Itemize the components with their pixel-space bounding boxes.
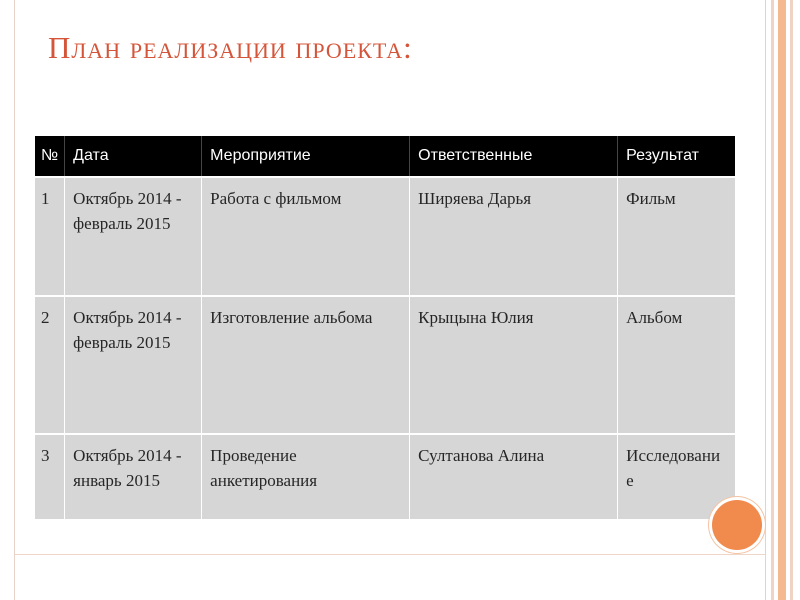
- cell-responsible: Крыцына Юлия: [410, 296, 618, 434]
- cell-event: Работа с фильмом: [202, 177, 410, 296]
- table-row: [35, 296, 735, 434]
- cell-result: Фильм: [618, 177, 736, 296]
- decorative-bottom-line: [14, 554, 766, 555]
- cell-event: Изготовление альбома: [202, 296, 410, 434]
- cell-num: 2: [35, 296, 65, 434]
- table-row: [35, 177, 735, 296]
- decorative-side-stripes: [766, 0, 800, 600]
- header-result: Результат: [618, 136, 736, 177]
- cell-date: Октябрь 2014 - январь 2015: [65, 434, 202, 519]
- header-date: Дата: [65, 136, 202, 177]
- plan-table-container: [35, 136, 735, 519]
- plan-table: [35, 136, 735, 519]
- cell-responsible: Султанова Алина: [410, 434, 618, 519]
- cell-num: 3: [35, 434, 65, 519]
- header-responsible: Ответственные: [410, 136, 618, 177]
- cell-date: Октябрь 2014 - февраль 2015: [65, 296, 202, 434]
- cell-result: Исследование: [618, 434, 736, 519]
- header-num: №: [35, 136, 65, 177]
- table-header-row: [35, 136, 735, 177]
- cell-result: Альбом: [618, 296, 736, 434]
- cell-responsible: Ширяева Дарья: [410, 177, 618, 296]
- cell-event: Проведение анкетирования: [202, 434, 410, 519]
- cell-date: Октябрь 2014 - февраль 2015: [65, 177, 202, 296]
- page-title: План реализации проекта:: [48, 30, 413, 65]
- header-event: Мероприятие: [202, 136, 410, 177]
- cell-num: 1: [35, 177, 65, 296]
- decorative-circle: [712, 500, 762, 550]
- table-row: [35, 434, 735, 519]
